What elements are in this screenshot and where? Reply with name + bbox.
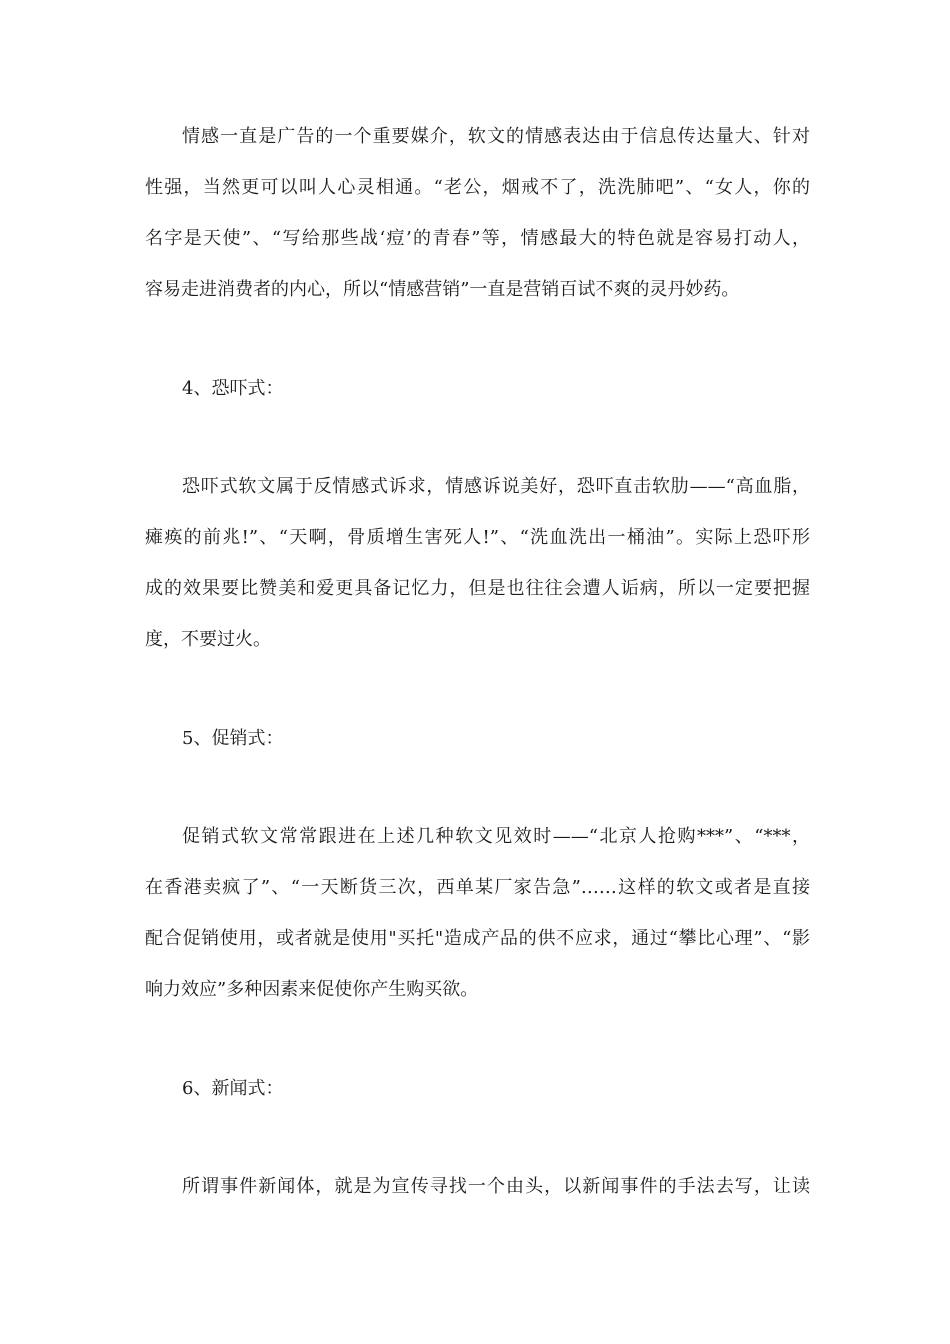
paragraph-line: 瘫痪的前兆!”、“天啊，骨质增生害死人!”、“洗血洗出一桶油”。实际上恐吓形 <box>145 527 810 548</box>
paragraph-line: 度，不要过火。 <box>145 629 271 650</box>
paragraph-line: 情感一直是广告的一个重要媒介，软文的情感表达由于信息传达量大、针对 <box>182 126 810 147</box>
paragraph-line: 在香港卖疯了”、“一天断货三次，西单某厂家告急”……这样的软文或者是直接 <box>145 877 810 898</box>
paragraph-line: 性强，当然更可以叫人心灵相通。“老公，烟戒不了，洗洗肺吧”、“女人，你的 <box>145 177 810 198</box>
section-heading-intimidation: 4、恐吓式： <box>182 378 284 399</box>
paragraph-line: 名字是天使”、“写给那些战‘痘’的青春”等，情感最大的特色就是容易打动人， <box>145 228 810 249</box>
paragraph-line: 成的效果要比赞美和爱更具备记忆力，但是也往往会遭人诟病，所以一定要把握 <box>145 578 810 599</box>
paragraph-line: 促销式软文常常跟进在上述几种软文见效时——“北京人抢购***”、“***， <box>182 826 810 847</box>
section-heading-news: 6、新闻式： <box>182 1078 284 1099</box>
paragraph-line: 配合促销使用，或者就是使用"买托"造成产品的供不应求，通过“攀比心理”、“影 <box>145 928 810 949</box>
paragraph-line: 所谓事件新闻体，就是为宣传寻找一个由头，以新闻事件的手法去写，让读 <box>182 1176 810 1197</box>
paragraph-line: 容易走进消费者的内心，所以“情感营销”一直是营销百试不爽的灵丹妙药。 <box>145 279 740 300</box>
paragraph-line: 恐吓式软文属于反情感式诉求，情感诉说美好，恐吓直击软肋——“高血脂， <box>182 476 810 497</box>
section-heading-promotion: 5、促销式： <box>182 728 284 749</box>
paragraph-line: 响力效应”多种因素来促使你产生购买欲。 <box>145 979 479 1000</box>
